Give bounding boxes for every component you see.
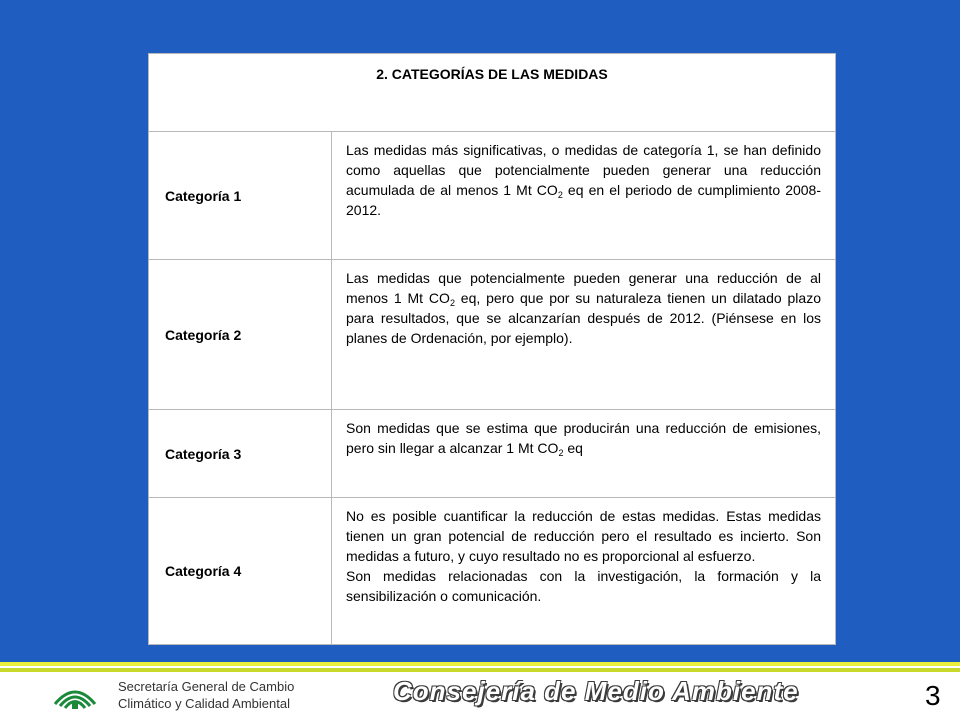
category-label: Categoría 2 — [149, 260, 332, 409]
category-label: Categoría 1 — [149, 132, 332, 259]
description-text: eq en el periodo de cumplimiento 2008-2012. — [346, 182, 822, 218]
organization-line: Climático y Calidad Ambiental — [118, 696, 290, 711]
department-name: Consejería de Medio Ambiente — [393, 676, 799, 706]
table-title: 2. CATEGORÍAS DE LAS MEDIDAS — [149, 54, 835, 132]
subscript: 2 — [449, 298, 455, 308]
description-text: Son medidas que se estima que producirán una reducción de emisiones, pero sin llegar a alcanzar 1 Mt CO — [346, 420, 821, 456]
description-paragraph: Son medidas relacionadas con la investigación, la formación y la sensibilización o comunicación. — [346, 568, 821, 604]
description-paragraph: No es posible cuantificar la reducción de estas medidas. Estas medidas tienen un gran potencial de reducción pero el resultado es incierto. Son medidas a futuro, y cuyo resultado no es proporcional al esfuerzo. — [346, 508, 821, 564]
description-text: Las medidas que potencialmente pueden generar una reducción de al menos 1 Mt CO — [346, 270, 821, 306]
category-description — [346, 418, 821, 458]
junta-andalucia-arch-icon — [50, 682, 100, 710]
description-text: eq — [563, 440, 583, 456]
category-description — [346, 506, 821, 606]
table-row-category-3 — [149, 410, 835, 498]
table-row-category-1 — [149, 132, 835, 260]
description-text: Las medidas más significativas, o medidas de categoría 1, se han definido como aquellas que potencialmente pueden generar una reducción acumulada de al menos 1 Mt CO — [346, 142, 821, 198]
page-number: 3 — [925, 680, 941, 711]
description-text: eq, pero que por su naturaleza tienen un dilatado plazo para resultados, que se alcanzarían después de 2012. (Piénsese en los planes de Ordenación, por ejemplo). — [346, 290, 821, 346]
subscript: 2 — [558, 448, 564, 458]
footer-stripe — [0, 668, 960, 672]
category-description — [346, 268, 821, 348]
category-label: Categoría 4 — [149, 498, 332, 644]
category-description — [346, 140, 821, 220]
table-row-category-4 — [149, 498, 835, 644]
table-row-category-2 — [149, 260, 835, 410]
categories-table — [148, 53, 836, 645]
subscript: 2 — [557, 190, 563, 200]
organization-line: Secretaría General de Cambio — [118, 679, 295, 694]
category-label: Categoría 3 — [149, 410, 332, 497]
organization-name — [118, 678, 294, 712]
